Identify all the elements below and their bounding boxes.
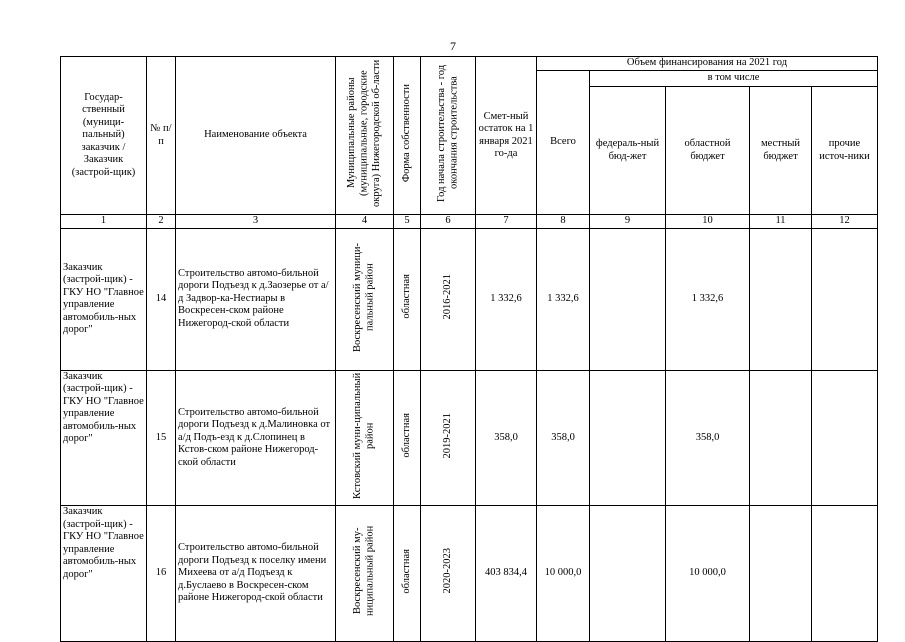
header-balance: Смет-ный остаток на 1 января 2021 го-да xyxy=(476,57,537,215)
row-customer: Заказчик (застрой-щик) - ГКУ НО "Главное управление автомобиль-ных дорог" xyxy=(61,506,147,642)
row-years: 2016-2021 xyxy=(441,274,453,320)
row-years-cell xyxy=(421,370,476,506)
table-row xyxy=(61,506,878,642)
row-ownership: областная xyxy=(400,548,412,594)
header-including: в том числе xyxy=(590,71,878,87)
header-funding-group: Объем финансирования на 2021 год xyxy=(537,57,878,71)
colnum-1: 1 xyxy=(61,215,147,229)
header-total: Всего xyxy=(537,71,590,215)
row-balance: 403 834,4 xyxy=(476,506,537,642)
row-regional: 10 000,0 xyxy=(666,506,750,642)
row-years-cell xyxy=(421,228,476,370)
header-years: Год начала строительства - год окончания строительства xyxy=(435,64,459,202)
row-ownership-cell xyxy=(394,506,421,642)
row-num: 16 xyxy=(147,506,176,642)
header-federal: федераль-ный бюд-жет xyxy=(590,87,666,215)
row-federal xyxy=(590,370,666,506)
page-number: 7 xyxy=(450,39,456,53)
row-years: 2019-2021 xyxy=(441,412,453,459)
row-local xyxy=(750,228,812,370)
row-local xyxy=(750,370,812,506)
row-object: Строительство автомо-бильной дороги Подъезд к поселку имени Михеева от а/д Подъезд к д.Буслаево в Воскресен-ском районе Нижегород-ской области xyxy=(176,506,336,642)
colnum-4: 4 xyxy=(336,215,394,229)
header-districts-cell xyxy=(336,57,394,215)
row-regional: 358,0 xyxy=(666,370,750,506)
header-other: прочие источ-ники xyxy=(812,87,878,215)
colnum-6: 6 xyxy=(421,215,476,229)
row-other xyxy=(812,370,878,506)
row-num: 14 xyxy=(147,228,176,370)
colnum-10: 10 xyxy=(666,215,750,229)
row-object: Строительство автомо-бильной дороги Подъезд к д.Малиновка от а/д Подъ-езд к д.Слопинец в Кстов-ском районе Нижегород-ской области xyxy=(176,370,336,506)
row-regional: 1 332,6 xyxy=(666,228,750,370)
row-ownership-cell xyxy=(394,228,421,370)
row-years: 2020-2023 xyxy=(441,548,453,594)
colnum-5: 5 xyxy=(394,215,421,229)
row-local xyxy=(750,506,812,642)
colnum-12: 12 xyxy=(812,215,878,229)
colnum-2: 2 xyxy=(147,215,176,229)
header-districts: Муниципальные районы (муниципальные, городские округа) Нижегородской об-ласти xyxy=(345,59,382,207)
row-customer: Заказчик (застрой-щик) - ГКУ НО "Главное управление автомобиль-ных дорог" xyxy=(61,370,147,506)
row-years-cell xyxy=(421,506,476,642)
row-ownership: областная xyxy=(400,274,412,320)
header-customer: Государ-ственный (муници-пальный) заказчик / Заказчик (застрой-щик) xyxy=(61,57,147,215)
header-regional: областной бюджет xyxy=(666,87,750,215)
column-numbers-row xyxy=(61,215,878,229)
colnum-9: 9 xyxy=(590,215,666,229)
row-ownership: областная xyxy=(400,413,412,458)
colnum-8: 8 xyxy=(537,215,590,229)
financing-table xyxy=(60,56,878,642)
row-total: 1 332,6 xyxy=(537,228,590,370)
row-district: Кстовский муни-ципальный район xyxy=(352,372,376,499)
row-other xyxy=(812,228,878,370)
row-ownership-cell xyxy=(394,370,421,506)
table-row xyxy=(61,370,878,506)
row-district: Воскресенский муници-пальный район xyxy=(352,242,376,352)
table-row xyxy=(61,228,878,370)
header-ownership: Форма собственности xyxy=(400,84,412,183)
header-object-name: Наименование объекта xyxy=(176,57,336,215)
colnum-11: 11 xyxy=(750,215,812,229)
row-num: 15 xyxy=(147,370,176,506)
row-total: 358,0 xyxy=(537,370,590,506)
row-district: Воскресенский му-ниципальный район xyxy=(352,525,376,617)
header-years-cell xyxy=(421,57,476,215)
row-district-cell xyxy=(336,506,394,642)
header-ownership-cell xyxy=(394,57,421,215)
row-district-cell xyxy=(336,370,394,506)
row-other xyxy=(812,506,878,642)
row-total: 10 000,0 xyxy=(537,506,590,642)
colnum-3: 3 xyxy=(176,215,336,229)
row-federal xyxy=(590,228,666,370)
row-district-cell xyxy=(336,228,394,370)
header-num: № п/п xyxy=(147,57,176,215)
row-object: Строительство автомо-бильной дороги Подъезд к д.Заозерье от а/д Задвор-ка-Нестиары в Воскресен-ском районе Нижегород-ской области xyxy=(176,228,336,370)
row-balance: 1 332,6 xyxy=(476,228,537,370)
colnum-7: 7 xyxy=(476,215,537,229)
row-balance: 358,0 xyxy=(476,370,537,506)
row-customer: Заказчик (застрой-щик) - ГКУ НО "Главное управление автомобиль-ных дорог" xyxy=(61,228,147,370)
header-row-1 xyxy=(61,57,878,71)
row-federal xyxy=(590,506,666,642)
header-local: местный бюджет xyxy=(750,87,812,215)
